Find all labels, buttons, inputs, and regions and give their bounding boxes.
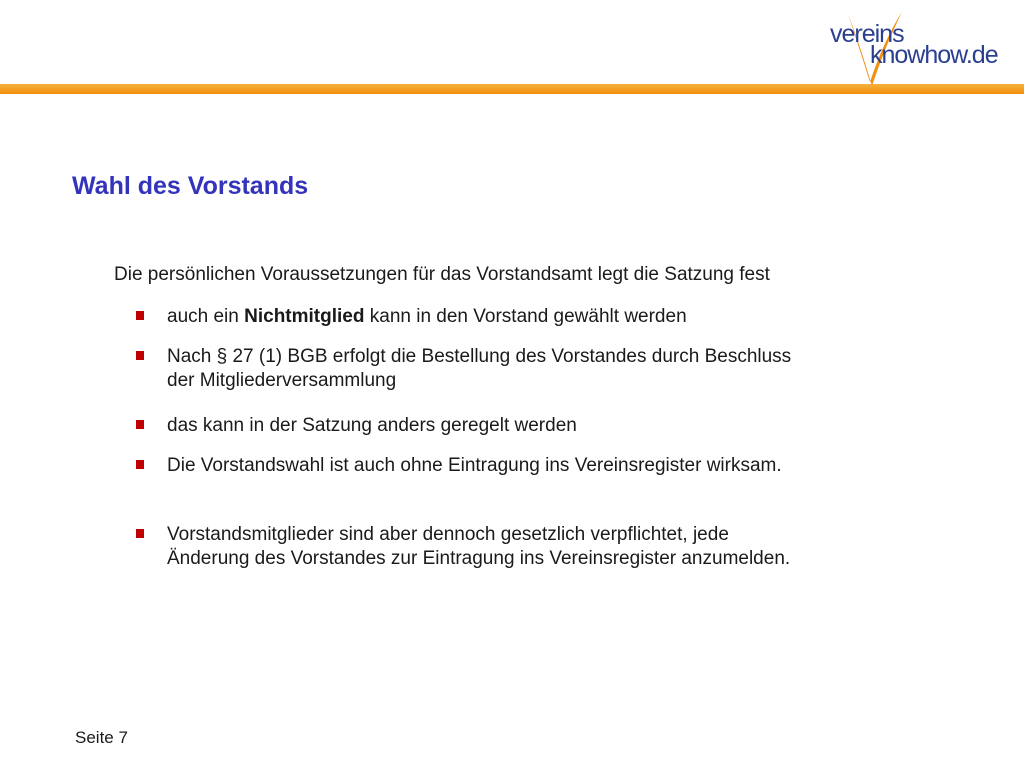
bullet-square-icon — [136, 529, 144, 538]
bullet-square-icon — [136, 351, 144, 360]
bullet-text: Vorstandsmitglieder sind aber dennoch gesetzlich verpflichtet, jede Änderung des Vorstandes zur Eintragung ins Vereinsregister anzumelden. — [167, 524, 791, 569]
bullet-square-icon — [136, 420, 144, 429]
header-accent-bar — [0, 84, 1024, 94]
bullet-square-icon — [136, 311, 144, 320]
bullet-item-5 — [136, 523, 816, 571]
slide-title: Wahl des Vorstands — [72, 172, 309, 200]
bullet-text: auch ein Nichtmitglied kann in den Vorstand gewählt werden — [167, 306, 687, 327]
intro-text: Die persönlichen Voraussetzungen für das Vorstandsamt legt die Satzung fest — [114, 264, 770, 285]
logo-text-knowhow: knowhow.de — [870, 41, 998, 69]
bullet-text: das kann in der Satzung anders geregelt werden — [167, 415, 577, 436]
bullet-item-3 — [136, 414, 816, 438]
vereinsknowhow-logo — [826, 8, 1016, 88]
page-number: Seite 7 — [75, 728, 128, 747]
bullet-item-2 — [136, 345, 816, 393]
bullet-square-icon — [136, 460, 144, 469]
bullet-item-1 — [136, 305, 816, 329]
bullet-text: Die Vorstandswahl ist auch ohne Eintragung ins Vereinsregister wirksam. — [167, 455, 782, 476]
bullet-item-4 — [136, 454, 816, 478]
logo-text-vereins: vereins — [830, 20, 904, 48]
bullet-emphasis: Nichtmitglied — [244, 306, 365, 327]
bullet-text: Nach § 27 (1) BGB erfolgt die Bestellung des Vorstandes durch Beschluss der Mitgliederversammlung — [167, 346, 792, 391]
